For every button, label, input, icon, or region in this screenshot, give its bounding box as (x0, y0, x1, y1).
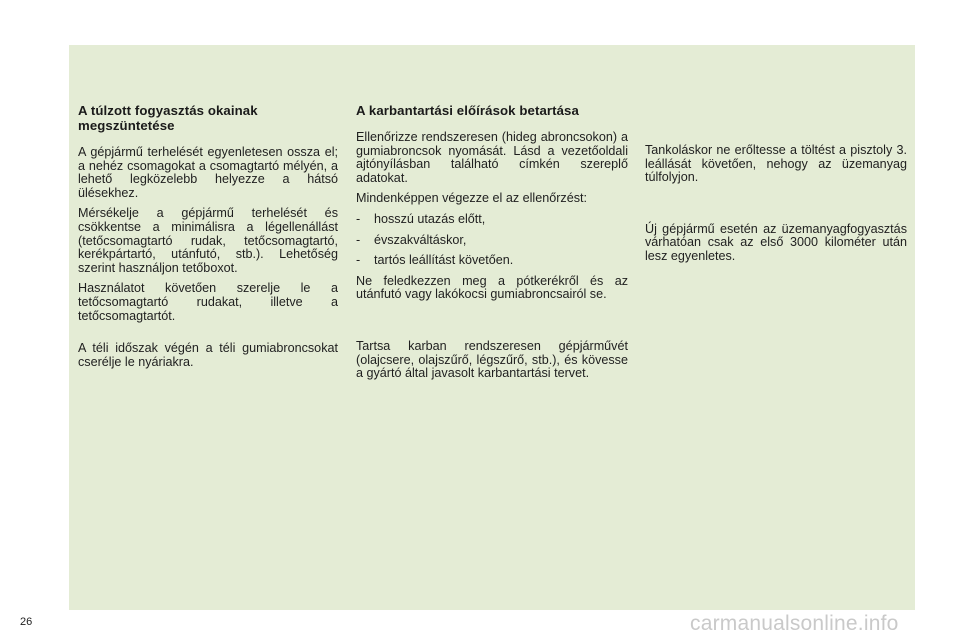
paragraph: Tartsa karban rendszeresen gépjárművét (olajcsere, olajszűrő, légszűrő, stb.), és kövesse a gyártó által javasolt karbantartási tervet. (356, 338, 628, 381)
list-item-text: tartós leállítást követően. (374, 253, 514, 268)
bullet-marker: - (356, 211, 361, 226)
section-heading: A karbantartási előírások betartása (356, 103, 579, 118)
column-fuel-consumption (78, 103, 338, 376)
paragraph: Új gépjármű esetén az üzemanyagfogyasztás várhatóan csak az első 3000 kilométer után lesz egyenletes. (645, 221, 907, 263)
check-list (356, 213, 628, 268)
bullet-marker: - (356, 253, 361, 268)
paragraph: Mindenképpen végezze el az ellenőrzést: (356, 191, 588, 206)
paragraph: Tankoláskor ne erőltesse a töltést a pisztoly 3. leállását követően, nehogy az üzemanyag túlfolyjon. (645, 143, 907, 185)
list-item-text: hosszú utazás előtt, (374, 211, 486, 226)
list-item (356, 254, 628, 268)
watermark: carmanualsonline.info (690, 612, 899, 635)
list-item-text: évszakváltáskor, (374, 232, 467, 247)
column-refuelling (645, 144, 907, 271)
paragraph: Mérsékelje a gépjármű terhelését és csökkentse a minimálisra a légellenállást (tetőcsomagtartó rudak, tetőcsomagtartó, kerékpártartó, utánfutó, stb.). Lehetőség szerint használjon tetőboxot. (78, 206, 338, 275)
list-item (356, 213, 628, 227)
list-item (356, 234, 628, 248)
section-heading: A túlzott fogyasztás okainak megszüntetése (78, 103, 258, 133)
paragraph: Ne feledkezzen meg a pótkerékről és az utánfutó vagy lakókocsi gumiabroncsairól se. (356, 273, 628, 302)
paragraph: A téli időszak végén a téli gumiabroncsokat cserélje le nyáriakra. (78, 341, 338, 369)
column-maintenance (356, 103, 628, 388)
paragraph: A gépjármű terhelését egyenletesen ossza el; a nehéz csomagokat a csomagtartó mélyén, a lehető legközelebb helyezze a hátsó ülésekhez. (78, 145, 338, 200)
page-number: 26 (20, 616, 33, 628)
bullet-marker: - (356, 232, 361, 247)
paragraph: Használatot követően szerelje le a tetőcsomagtartó rudakat, illetve a tetőcsomagtartót. (78, 281, 338, 323)
paragraph: Ellenőrizze rendszeresen (hideg abroncsokon) a gumiabroncsok nyomását. Lásd a vezetőoldali ajtónyílásban található címkén szereplő adatokat. (356, 130, 628, 185)
